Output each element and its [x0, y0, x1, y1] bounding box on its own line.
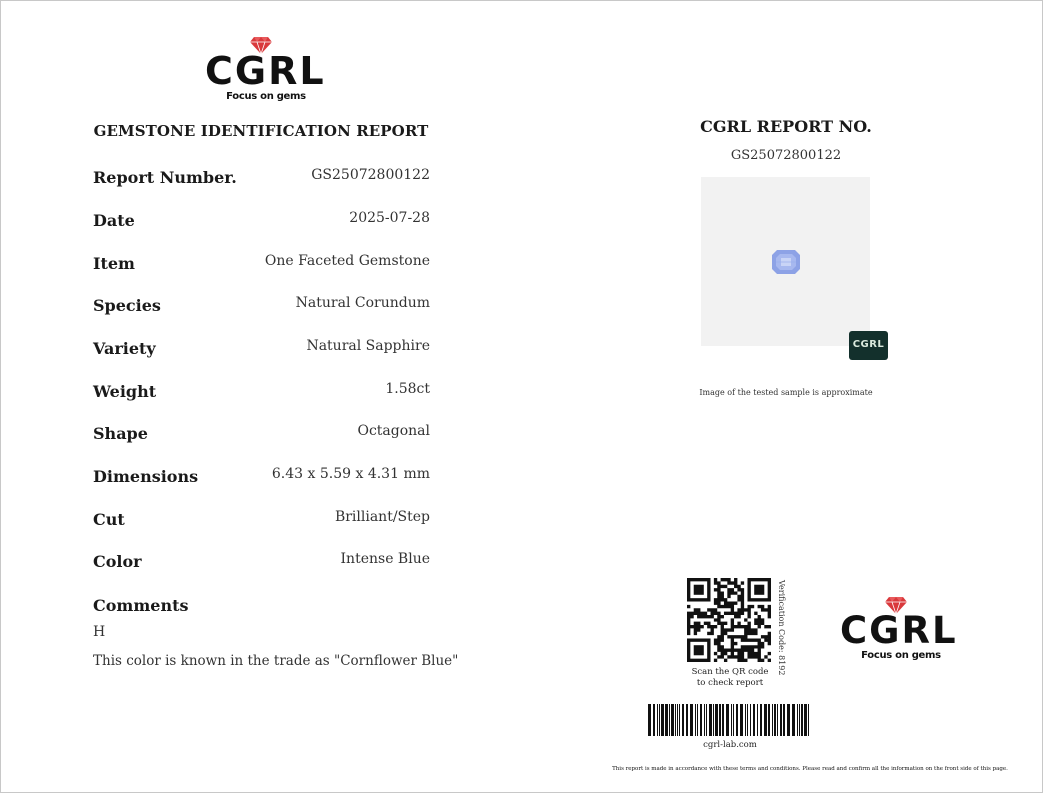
- barcode-bar: [719, 704, 721, 736]
- field-label: Item: [93, 254, 135, 273]
- field-label: Cut: [93, 510, 125, 529]
- verification-code: [772, 580, 786, 676]
- verification-text: Verification Code: 8192: [777, 580, 786, 676]
- barcode-bar: [648, 704, 651, 736]
- barcode-bar: [768, 704, 770, 736]
- barcode-bar: [682, 704, 684, 736]
- barcode-bar: [808, 704, 809, 736]
- barcode: [648, 704, 812, 736]
- field-label: Species: [93, 296, 161, 315]
- barcode-bar: [700, 704, 702, 736]
- barcode-bar: [704, 704, 705, 736]
- field-row-color: [93, 552, 430, 576]
- barcode-bar: [799, 704, 800, 736]
- report-title: GEMSTONE IDENTIFICATION REPORT: [93, 122, 429, 140]
- comment-line: H: [93, 624, 106, 640]
- barcode-bar: [747, 704, 748, 736]
- barcode-bar: [713, 704, 714, 736]
- logo-wordmark: CGRL: [205, 49, 326, 93]
- field-label: Variety: [93, 339, 156, 358]
- field-value: GS25072800122: [311, 167, 430, 183]
- field-row-shape: [93, 424, 430, 448]
- barcode-bar: [740, 704, 743, 736]
- field-value: One Faceted Gemstone: [264, 253, 430, 269]
- hologram-badge: [849, 331, 888, 360]
- scan-line: Scan the QR code: [691, 667, 769, 677]
- barcode-bar: [726, 704, 729, 736]
- logo-wordmark: CGRL: [840, 609, 958, 652]
- field-row-variety: [93, 339, 430, 363]
- field-label: Date: [93, 211, 135, 230]
- field-value: Octagonal: [357, 423, 430, 439]
- comment-line: This color is known in the trade as "Cornflower Blue": [93, 653, 459, 669]
- field-row-cut: [93, 510, 430, 534]
- field-value: 2025-07-28: [349, 210, 430, 226]
- barcode-bar: [675, 704, 676, 736]
- barcode-bar: [772, 704, 773, 736]
- comments-label: Comments: [93, 596, 189, 615]
- field-row-report-number: [93, 168, 430, 192]
- gemstone-photo: [772, 250, 800, 274]
- barcode-bar: [792, 704, 795, 736]
- field-label: Dimensions: [93, 467, 199, 486]
- field-label: Color: [93, 552, 142, 571]
- field-value: Natural Corundum: [295, 295, 430, 311]
- badge-label: CGRL: [852, 339, 885, 350]
- barcode-bar: [665, 704, 668, 736]
- field-value: 1.58ct: [385, 381, 430, 397]
- field-row-species: [93, 296, 430, 320]
- barcode-bar: [657, 704, 658, 736]
- barcode-bar: [760, 704, 762, 736]
- field-value: 6.43 x 5.59 x 4.31 mm: [271, 466, 430, 482]
- qr-finder: [747, 578, 771, 602]
- field-row-item: [93, 254, 430, 278]
- barcode-bar: [679, 704, 680, 736]
- field-value: Natural Sapphire: [306, 338, 430, 354]
- cgrl-logo: [840, 596, 958, 661]
- barcode-bar: [690, 704, 693, 736]
- scan-line: to check report: [696, 678, 764, 688]
- barcode-bar: [695, 704, 696, 736]
- report-no-title: CGRL REPORT NO.: [700, 117, 872, 136]
- field-label: Shape: [93, 424, 148, 443]
- barcode-bar: [706, 704, 707, 736]
- barcode-bar: [686, 704, 688, 736]
- logo-tagline: Focus on gems: [861, 650, 941, 661]
- logo-tagline: Focus on gems: [226, 91, 306, 102]
- barcode-bar: [715, 704, 718, 736]
- barcode-bar: [745, 704, 746, 736]
- barcode-bar: [750, 704, 751, 736]
- sample-image: [701, 177, 870, 346]
- barcode-bar: [659, 704, 660, 736]
- barcode-bar: [764, 704, 767, 736]
- barcode-bar: [669, 704, 670, 736]
- barcode-bar: [780, 704, 782, 736]
- barcode-bar: [661, 704, 664, 736]
- image-note: Image of the tested sample is approximate: [699, 388, 873, 397]
- barcode-bar: [757, 704, 758, 736]
- barcode-bar: [709, 704, 712, 736]
- barcode-bar: [787, 704, 790, 736]
- field-row-weight: [93, 382, 430, 406]
- field-label: Weight: [93, 382, 157, 401]
- cgrl-logo: [205, 36, 326, 102]
- scan-instructions: [684, 667, 776, 689]
- website-link[interactable]: cgrl-lab.com: [703, 740, 757, 750]
- barcode-bar: [733, 704, 734, 736]
- barcode-bar: [777, 704, 778, 736]
- barcode-bar: [801, 704, 803, 736]
- barcode-bar: [736, 704, 738, 736]
- report-no-value: GS25072800122: [730, 148, 842, 163]
- barcode-bar: [671, 704, 674, 736]
- barcode-bar: [783, 704, 785, 736]
- field-row-dimensions: [93, 467, 430, 491]
- qr-code[interactable]: [687, 578, 771, 662]
- barcode-bar: [774, 704, 776, 736]
- barcode-bar: [722, 704, 724, 736]
- qr-finder: [687, 638, 711, 662]
- barcode-bar: [804, 704, 807, 736]
- field-label: Report Number.: [93, 168, 237, 187]
- field-row-date: [93, 211, 430, 235]
- field-value: Intense Blue: [340, 551, 430, 567]
- qr-finder: [687, 578, 711, 602]
- barcode-bar: [653, 704, 655, 736]
- barcode-bar: [697, 704, 698, 736]
- disclaimer: This report is made in accordance with these terms and conditions. Please read and confirm all the information on the front side of this page.: [612, 766, 1008, 772]
- barcode-bar: [677, 704, 678, 736]
- barcode-bar: [731, 704, 732, 736]
- barcode-bar: [753, 704, 755, 736]
- field-value: Brilliant/Step: [334, 509, 430, 525]
- barcode-bar: [797, 704, 798, 736]
